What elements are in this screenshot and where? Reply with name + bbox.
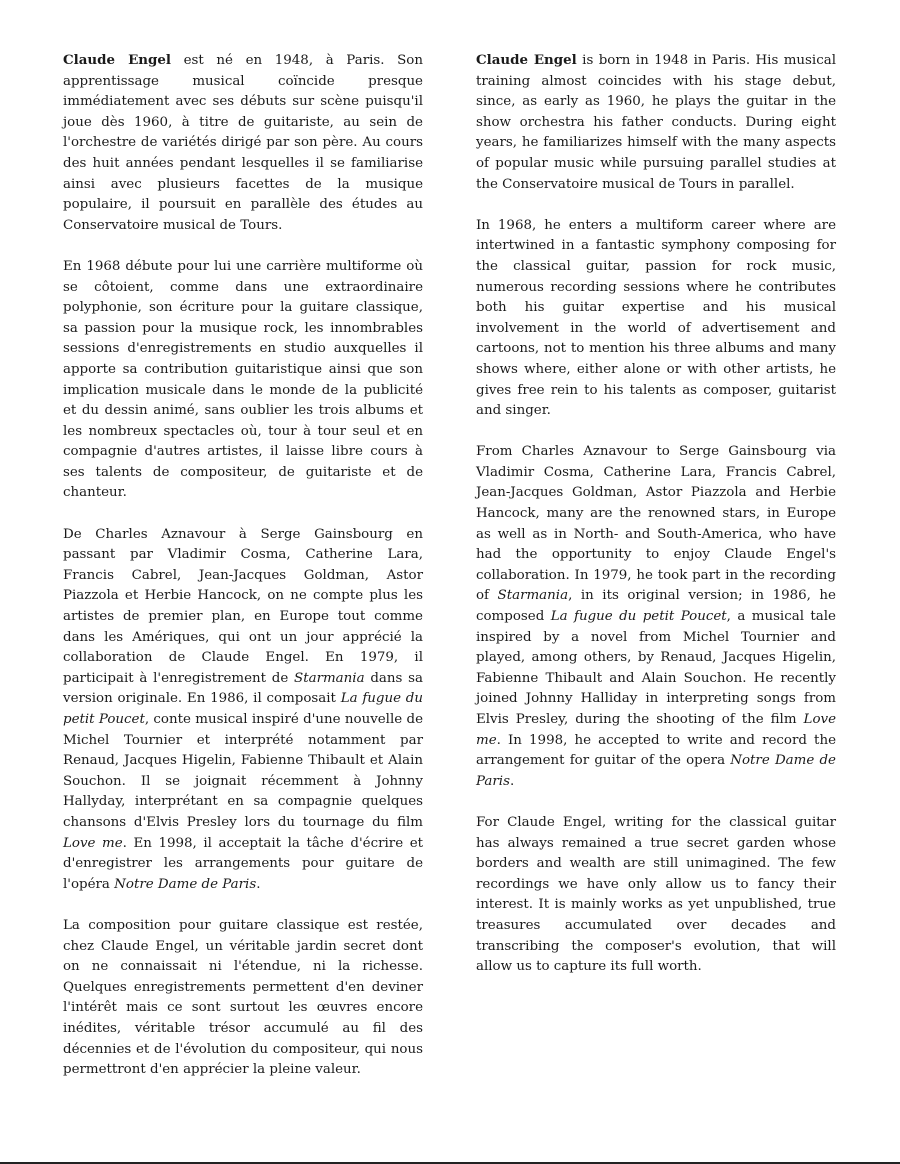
english-column — [476, 50, 836, 998]
text-segment: , in its original version; in 1986, he composed — [476, 588, 836, 625]
title-starmania: Starmania — [294, 670, 365, 686]
text-segment: From Charles Aznavour to Serge Gainsbourg via Vladimir Cosma, Catherine Lara, Francis Cabrel, Jean-Jacques Goldman, Astor Piazzola and Herbie Hancock, many are the renowned stars, in Europe as well as in North- and South-America, who have had the opportunity to enjoy Claude Engel's collaboration. In 1979, he took part in the recording of — [476, 444, 836, 604]
french-paragraph-1 — [63, 50, 423, 236]
text-segment: . In 1998, he accepted to write and record the arrangement for guitar of the opera — [476, 732, 836, 769]
english-paragraph-3 — [476, 442, 836, 792]
title-love-me: Love me — [476, 712, 836, 748]
text-segment: De Charles Aznavour à Serge Gainsbourg en passant par Vladimir Cosma, Catherine Lara, Francis Cabrel, Jean-Jacques Goldman, Astor Piazzola et Herbie Hancock, on ne compte plus les artistes de premier plan, en Europe tout comme dans les Amériques, qui ont un jour apprécié la collaboration de Claude Engel. En 1979, il participait à l'enregistrement de — [63, 526, 423, 686]
text-segment: dans sa version originale. En 1986, il composait — [63, 670, 423, 707]
french-paragraph-4: La composition pour guitare classique est restée, chez Claude Engel, un véritable jardin secret dont on ne connaissait ni l'étendue, ni la richesse. Quelques enregistrements permettent d'en deviner l'intérêt mais ce sont surtout les œuvres encore inédites, véritable trésor accumulé au fil des décennies et de l'évolution du compositeur, qui nous permettront d'en apprécier la pleine valeur. — [63, 917, 423, 1078]
composer-name: Claude Engel — [476, 52, 577, 68]
title-starmania: Starmania — [497, 588, 569, 604]
english-paragraph-1-text: is born in 1948 in Paris. His musical training almost coincides with his stage debut, since, as early as 1960, he plays the guitar in the show orchestra his father conducts. During eight years, he familiarizes himself with the many aspects of popular music while pursuing parallel studies at the Conservatoire musical de Tours in parallel. — [476, 53, 836, 192]
title-fugue: La fugue du petit Poucet — [550, 609, 727, 625]
english-paragraph-4: For Claude Engel, writing for the classical guitar has always remained a true secret garden whose borders and wealth are still unimagined. The few recordings we have only allow us to fancy their interest. It is mainly works as yet unpublished, true treasures accumulated over decades and transcribing the composer's evolution, that will allow us to capture its full worth. — [476, 814, 836, 975]
title-love-me: Love me — [63, 835, 123, 851]
english-paragraph-1 — [476, 50, 836, 195]
title-notre-dame: Notre Dame de Paris — [476, 753, 836, 789]
title-fugue: La fugue du petit Poucet — [63, 691, 423, 727]
french-paragraph-1-text: est né en 1948, à Paris. Son apprentissage musical coïncide presque immédiatement avec ses débuts sur scène puisqu'il joue dès 1960, à titre de guitariste, au sein de l'orchestre de variétés dirigé par son père. Au cours des huit années pendant lesquelles il se familiarise ainsi avec plusieurs facettes de la musique populaire, il poursuit en parallèle des études au Conservatoire musical de Tours. — [63, 53, 423, 233]
text-segment: , a musical tale inspired by a novel from Michel Tournier and played, among others, by Renaud, Jacques Higelin, Fabienne Thibault and Alain Souchon. He recently joined Johnny Halliday in interpreting songs from Elvis Presley, during the shooting of the film — [476, 609, 836, 727]
french-paragraph-2: En 1968 débute pour lui une carrière multiforme où se côtoient, comme dans une extraordinaire polyphonie, son écriture pour la guitare classique, sa passion pour la musique rock, les innombrables sessions d'enregistrements en studio auxquelles il apporte sa contribution guitaristique ainsi que son implication musicale dans le monde de la publicité et du dessin animé, sans oublier les trois albums et les nombreux spectacles où, tour à tour seul et en compagnie d'autres artistes, il laisse libre cours à ses talents de compositeur, de guitariste et de chanteur. — [63, 258, 423, 501]
french-paragraph-3 — [63, 525, 423, 896]
text-segment: . — [256, 876, 261, 892]
text-segment: . En 1998, il acceptait la tâche d'écrire et d'enregistrer les arrangements pour guitare de l'opéra — [63, 835, 423, 892]
french-column — [63, 50, 423, 1101]
composer-name: Claude Engel — [63, 52, 171, 68]
english-paragraph-2: In 1968, he enters a multiform career where are intertwined in a fantastic symphony composing for the classical guitar, passion for rock music, numerous recording sessions where he contributes both his guitar expertise and his musical involvement in the world of advertisement and cartoons, not to mention his three albums and many shows where, either alone or with other artists, he gives free rein to his talents as composer, guitarist and singer. — [476, 217, 836, 419]
text-segment: . — [509, 773, 515, 789]
title-notre-dame: Notre Dame de Paris — [114, 876, 257, 892]
text-segment: , conte musical inspiré d'une nouvelle de Michel Tournier et interprété notamment par Renaud, Jacques Higelin, Fabienne Thibault et Alain Souchon. Il se joignait récemment à Johnny Hallyday, interprétant en sa compagnie quelques chansons d'Elvis Presley lors du tournage du film — [63, 712, 423, 830]
